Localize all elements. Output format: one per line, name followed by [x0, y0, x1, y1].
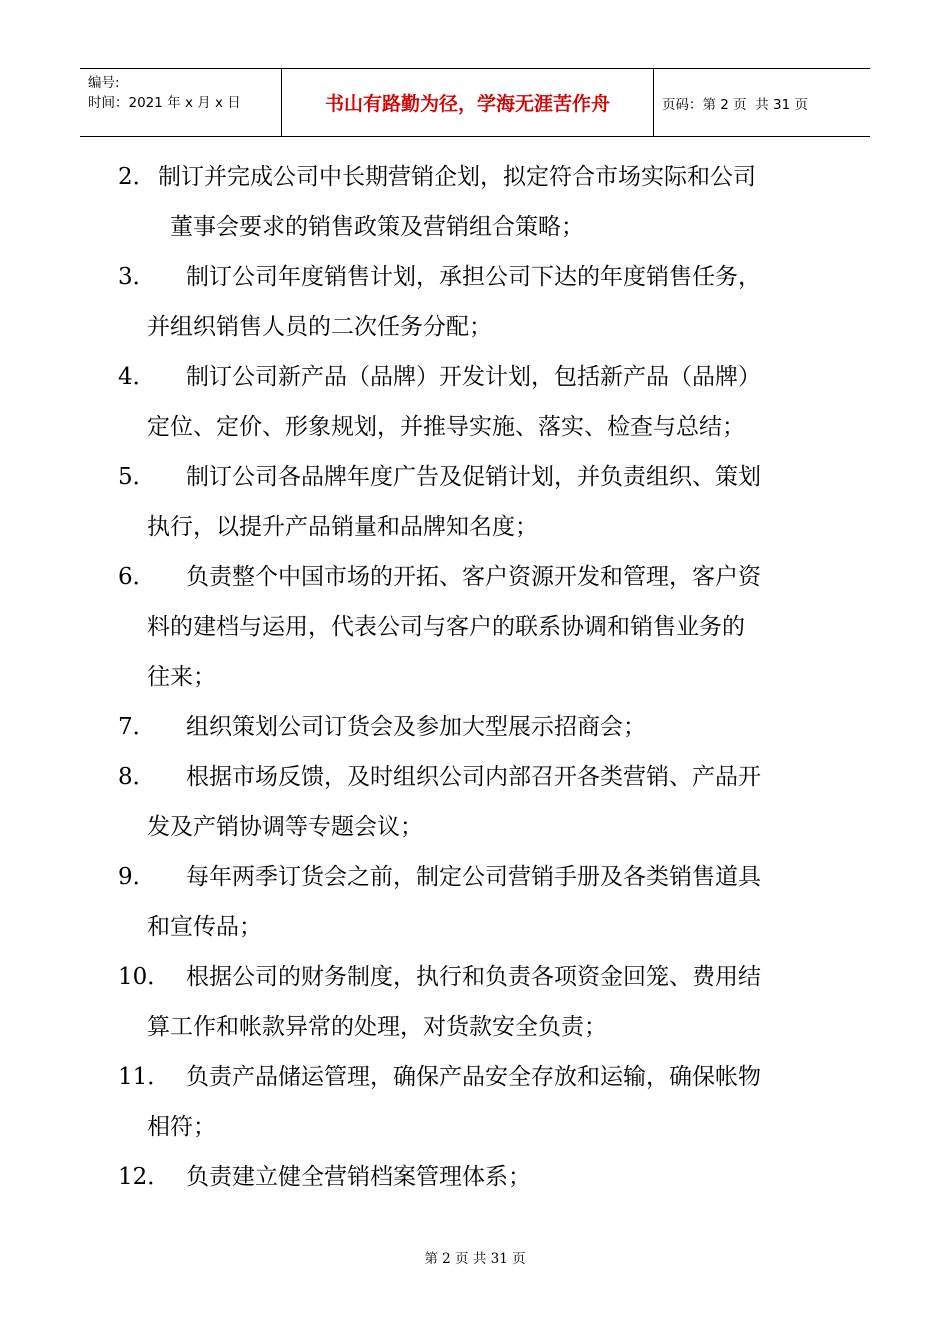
header-meta	[80, 69, 282, 136]
list-item-line: 相符；	[147, 1114, 216, 1140]
list-item-line: 执行，以提升产品销量和品牌知名度；	[147, 514, 538, 540]
list-item-line: 负责整个中国市场的开拓、客户资源开发和管理，客户资	[186, 564, 761, 590]
list-item-number: 3．	[118, 264, 156, 290]
list-item-number: 2．	[118, 164, 156, 190]
header-page-info	[654, 69, 870, 136]
list-item-number: 8．	[118, 764, 156, 790]
list-item-line: 往来；	[147, 664, 216, 690]
list-item-number: 7．	[118, 714, 156, 740]
list-item-line: 负责产品储运管理，确保产品安全存放和运输，确保帐物	[186, 1064, 761, 1090]
list-item-line: 制订并完成公司中长期营销企划，拟定符合市场实际和公司	[158, 164, 756, 190]
list-item-line: 发及产销协调等专题会议；	[147, 814, 423, 840]
list-item-line: 每年两季订货会之前，制定公司营销手册及各类销售道具	[186, 864, 761, 890]
list-item-line: 并组织销售人员的二次任务分配；	[147, 314, 492, 340]
page-footer: 第 2 页 共 31 页	[424, 1251, 526, 1267]
list-item-number: 9．	[118, 864, 156, 890]
list-item-line: 算工作和帐款异常的处理，对货款安全负责；	[147, 1014, 607, 1040]
header-motto: 书山有路勤为径，学海无涯苦作舟	[282, 69, 654, 136]
list-item-line: 根据市场反馈，及时组织公司内部召开各类营销、产品开	[186, 764, 761, 790]
header-time-label: 时间：2021 年 x 月 x 日	[88, 95, 241, 111]
list-item-line: 负责建立健全营销档案管理体系；	[186, 1164, 531, 1190]
list-item-line: 根据公司的财务制度，执行和负责各项资金回笼、费用结	[186, 964, 761, 990]
header-page-label: 页码：第 2 页 共 31 页	[662, 96, 809, 113]
list-item-line: 制订公司各品牌年度广告及促销计划，并负责组织、策划	[186, 464, 761, 490]
list-item-number: 11．	[118, 1064, 171, 1090]
list-item-line: 董事会要求的销售政策及营销组合策略；	[170, 214, 584, 240]
list-item-number: 5．	[118, 464, 156, 490]
list-item-line: 和宣传品；	[147, 914, 262, 940]
list-item-number: 4．	[118, 364, 156, 390]
list-item-number: 6．	[118, 564, 156, 590]
list-item-line: 定位、定价、形象规划，并推导实施、落实、检查与总结；	[147, 414, 745, 440]
list-item-line: 制订公司年度销售计划，承担公司下达的年度销售任务，	[186, 264, 761, 290]
list-item-line: 制订公司新产品（品牌）开发计划，包括新产品（品牌）	[186, 364, 761, 390]
list-item-line: 组织策划公司订货会及参加大型展示招商会；	[186, 714, 646, 740]
header-number-label: 编号:	[88, 75, 120, 91]
page-header	[80, 68, 870, 137]
list-item-number: 10．	[118, 964, 171, 990]
list-item-number: 12．	[118, 1164, 171, 1190]
list-item-line: 料的建档与运用，代表公司与客户的联系协调和销售业务的	[147, 614, 745, 640]
